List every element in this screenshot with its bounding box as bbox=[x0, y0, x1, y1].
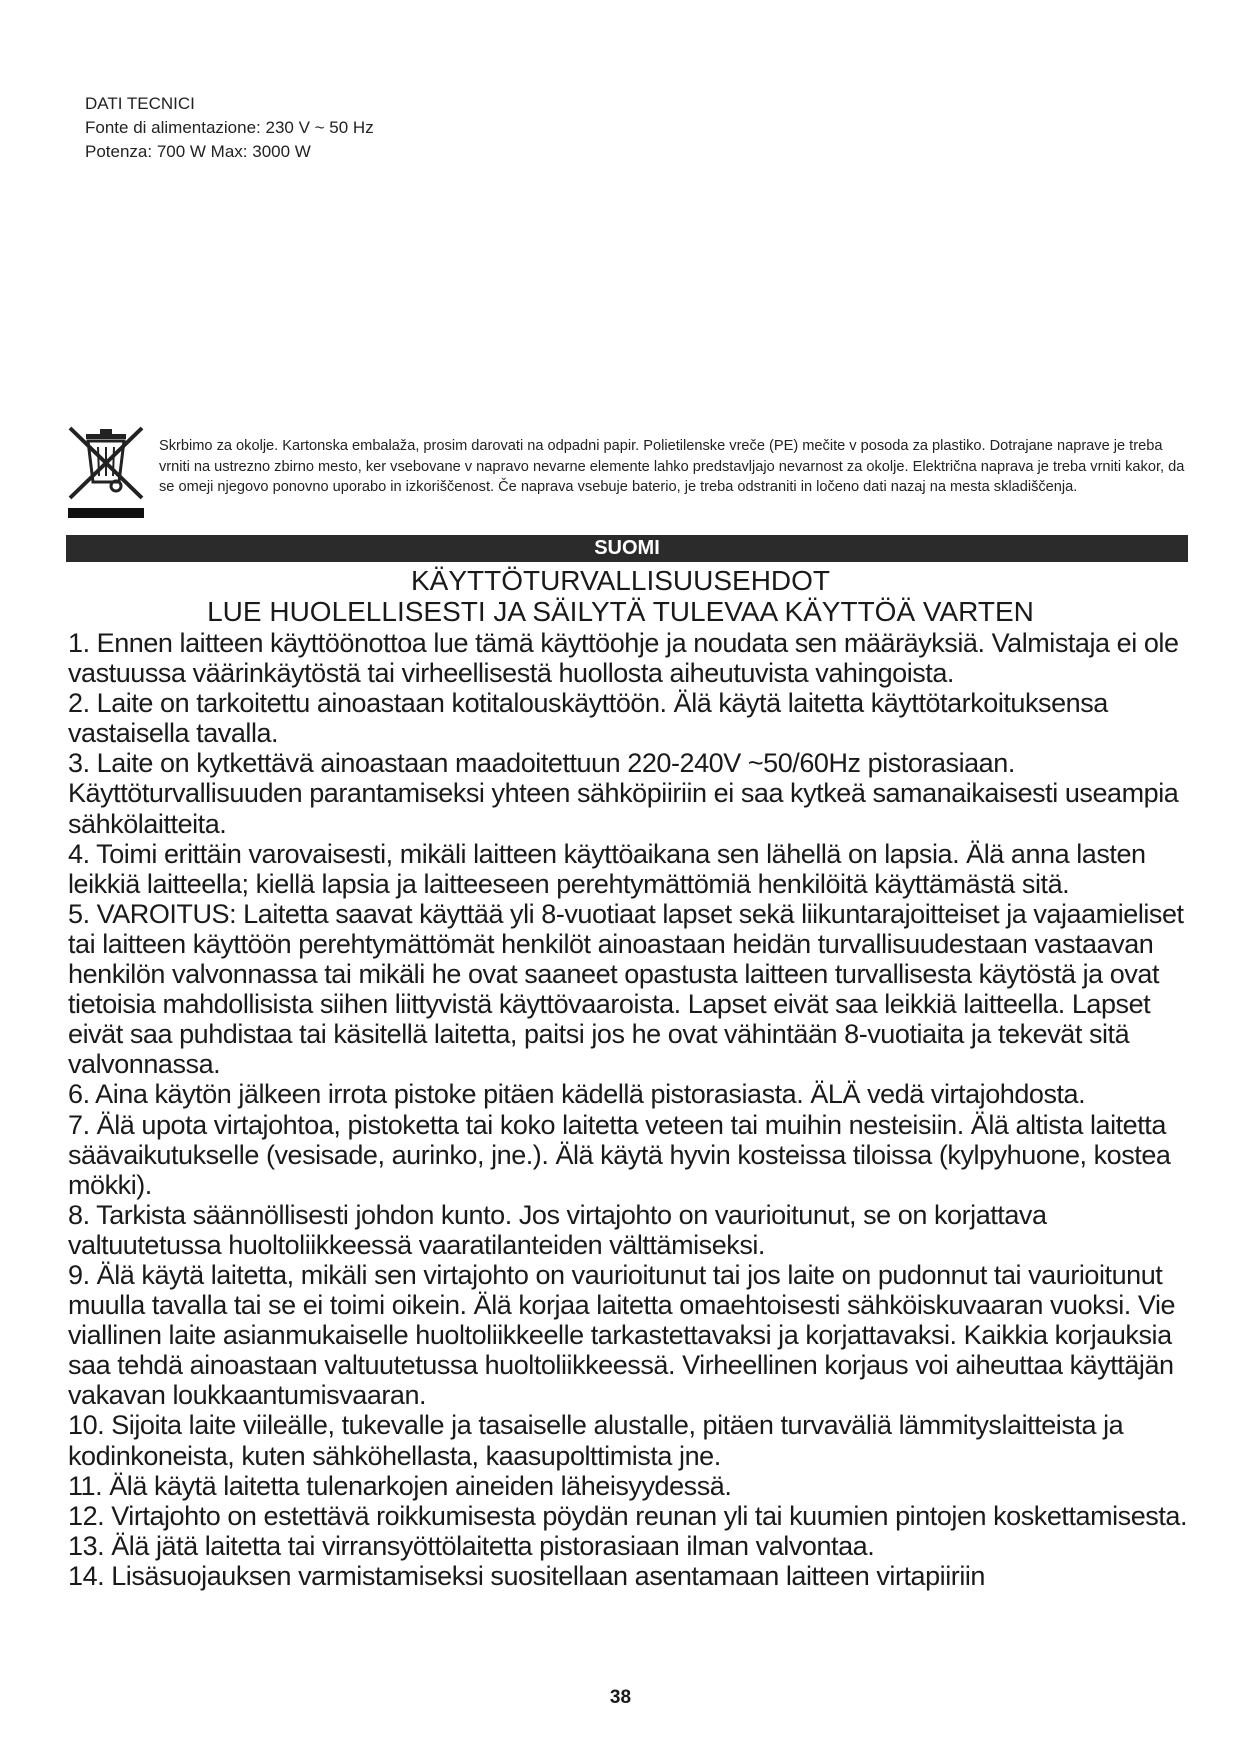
instruction-item: 10. Sijoita laite viileälle, tukevalle ja tasaiselle alustalle, pitäen turvaväliä lämmityslaitteista ja kodinkoneista, kuten sähköhellasta, kaasupolttimista jne. bbox=[68, 1410, 1124, 1471]
instruction-item: 1. Ennen laitteen käyttöönottoa lue tämä käyttöohje ja noudata sen määräyksiä. Valmistaja ei ole vastuussa väärinkäytöstä tai virheellisestä huollosta aiheutuvista vahingoista. bbox=[68, 628, 1179, 689]
tech-heading: DATI TECNICI bbox=[85, 94, 195, 113]
instruction-item: 2. Laite on tarkoitettu ainoastaan kotitalouskäyttöön. Älä käytä laitetta käyttötarkoituksensa vastaisella tavalla. bbox=[68, 688, 1108, 749]
instruction-item: 4. Toimi erittäin varovaisesti, mikäli laitteen käyttöaikana sen lähellä on lapsia. Älä anna lasten leikkiä laitteella; kiellä lapsia ja laitteeseen perehtymättömiä henkilöitä käyttämästä sitä. bbox=[68, 838, 1146, 899]
page-number: 38 bbox=[609, 1687, 632, 1708]
tech-power-supply: Fonte di alimentazione: 230 V ~ 50 Hz bbox=[85, 118, 374, 137]
section-subtitle: LUE HUOLELLISESTI JA SÄILYTÄ TULEVAA KÄYTTÖÄ VARTEN bbox=[207, 596, 1034, 627]
instruction-item: 14. Lisäsuojauksen varmistamiseksi suositellaan asentamaan laitteen virtapiiriin bbox=[68, 1560, 985, 1591]
instruction-item: 5. VAROITUS: Laitetta saavat käyttää yli 8-vuotiaat lapset sekä liikuntarajoitteiset ja vajaamieliset tai laitteen käyttöön perehtymättömät henkilöt ainoastaan heidän turvallisuudestaan vastaavan henkilön valvonnassa tai mikäli he ovat saaneet opastusta laitteen turvallisesta käytöstä ja ovat tietoisia mahdollisista siihen liittyvistä käyttövaaroista. Lapset eivät saa leikkiä laitteella. Lapset eivät saa puhdistaa tai käsitellä laitetta, paitsi jos he ovat vähintään 8-vuotiaita ja tekevät sitä valvonnassa. bbox=[68, 898, 1184, 1080]
crossed-out-wheelie-bin-icon bbox=[66, 422, 146, 520]
instruction-item: 3. Laite on kytkettävä ainoastaan maadoitettuun 220-240V ~50/60Hz pistorasiaan. Käyttöturvallisuuden parantamiseksi yhteen sähköpiiriin ei saa kytkeä samanaikaisesti useampia sähkölaitteita. bbox=[68, 748, 1179, 839]
environment-notice-text: Skrbimo za okolje. Kartonska embalaža, prosim darovati na odpadni papir. Polietilenske vreče (PE) mečite v posoda za plastiko. Dotrajane naprave je treba vrniti na ustrezno zbirno mesto, ker vsebovane v napravo nevarne elemente lahko predstavljajo nevarnost za okolje. Električna naprava je treba vrniti kakor, da se omeji njegovo ponovno uporabo in izkoriščenost. Če naprava vsebuje baterio, je treba odstraniti in ločeno dati nazaj na mesta skladiščenja. bbox=[159, 438, 1185, 495]
technical-data bbox=[85, 92, 374, 164]
instruction-item: 8. Tarkista säännöllisesti johdon kunto. Jos virtajohto on vaurioitunut, se on korjattava valtuutetussa huoltoliikkeessä vaaratilanteiden välttämiseksi. bbox=[68, 1199, 1047, 1260]
instruction-item: 11. Älä käytä laitetta tulenarkojen aineiden läheisyydessä. bbox=[68, 1470, 732, 1501]
tech-power: Potenza: 700 W Max: 3000 W bbox=[85, 142, 311, 161]
instruction-item: 13. Älä jätä laitetta tai virransyöttölaitetta pistorasiaan ilman valvontaa. bbox=[68, 1530, 875, 1561]
instruction-item: 6. Aina käytön jälkeen irrota pistoke pitäen kädellä pistorasiasta. ÄLÄ vedä virtajohdosta. bbox=[68, 1079, 1086, 1110]
environment-notice bbox=[66, 418, 1186, 526]
instruction-item: 12. Virtajohto on estettävä roikkumisesta pöydän reunan yli tai kuumien pintojen koskettamisesta. bbox=[68, 1500, 1187, 1531]
language-header: SUOMI bbox=[66, 535, 1188, 562]
instruction-item: 7. Älä upota virtajohtoa, pistoketta tai koko laitetta veteen tai muihin nesteisiin. Älä altista laitetta säävaikutukselle (vesisade, aurinko, jne.). Älä käytä hyvin kosteissa tiloissa (kylpyhuone, kostea mökki). bbox=[68, 1109, 1171, 1200]
section-title: KÄYTTÖTURVALLISUUSEHDOT bbox=[410, 565, 831, 596]
instruction-item: 9. Älä käytä laitetta, mikäli sen virtajohto on vaurioitunut tai jos laite on pudonnut tai vaurioitunut muulla tavalla tai se ei toimi oikein. Älä korjaa laitetta omaehtoisesti sähköiskuvaaran vuoksi. Vie viallinen laite asianmukaiselle huoltoliikkeelle tarkastettavaksi ja korjattavaksi. Kaikkia korjauksia saa tehdä ainoastaan valtuutetussa huoltoliikkeessä. Virheellinen korjaus voi aiheuttaa käyttäjän vakavan loukkaantumisvaaran. bbox=[68, 1259, 1176, 1411]
safety-instructions bbox=[68, 628, 1188, 1591]
